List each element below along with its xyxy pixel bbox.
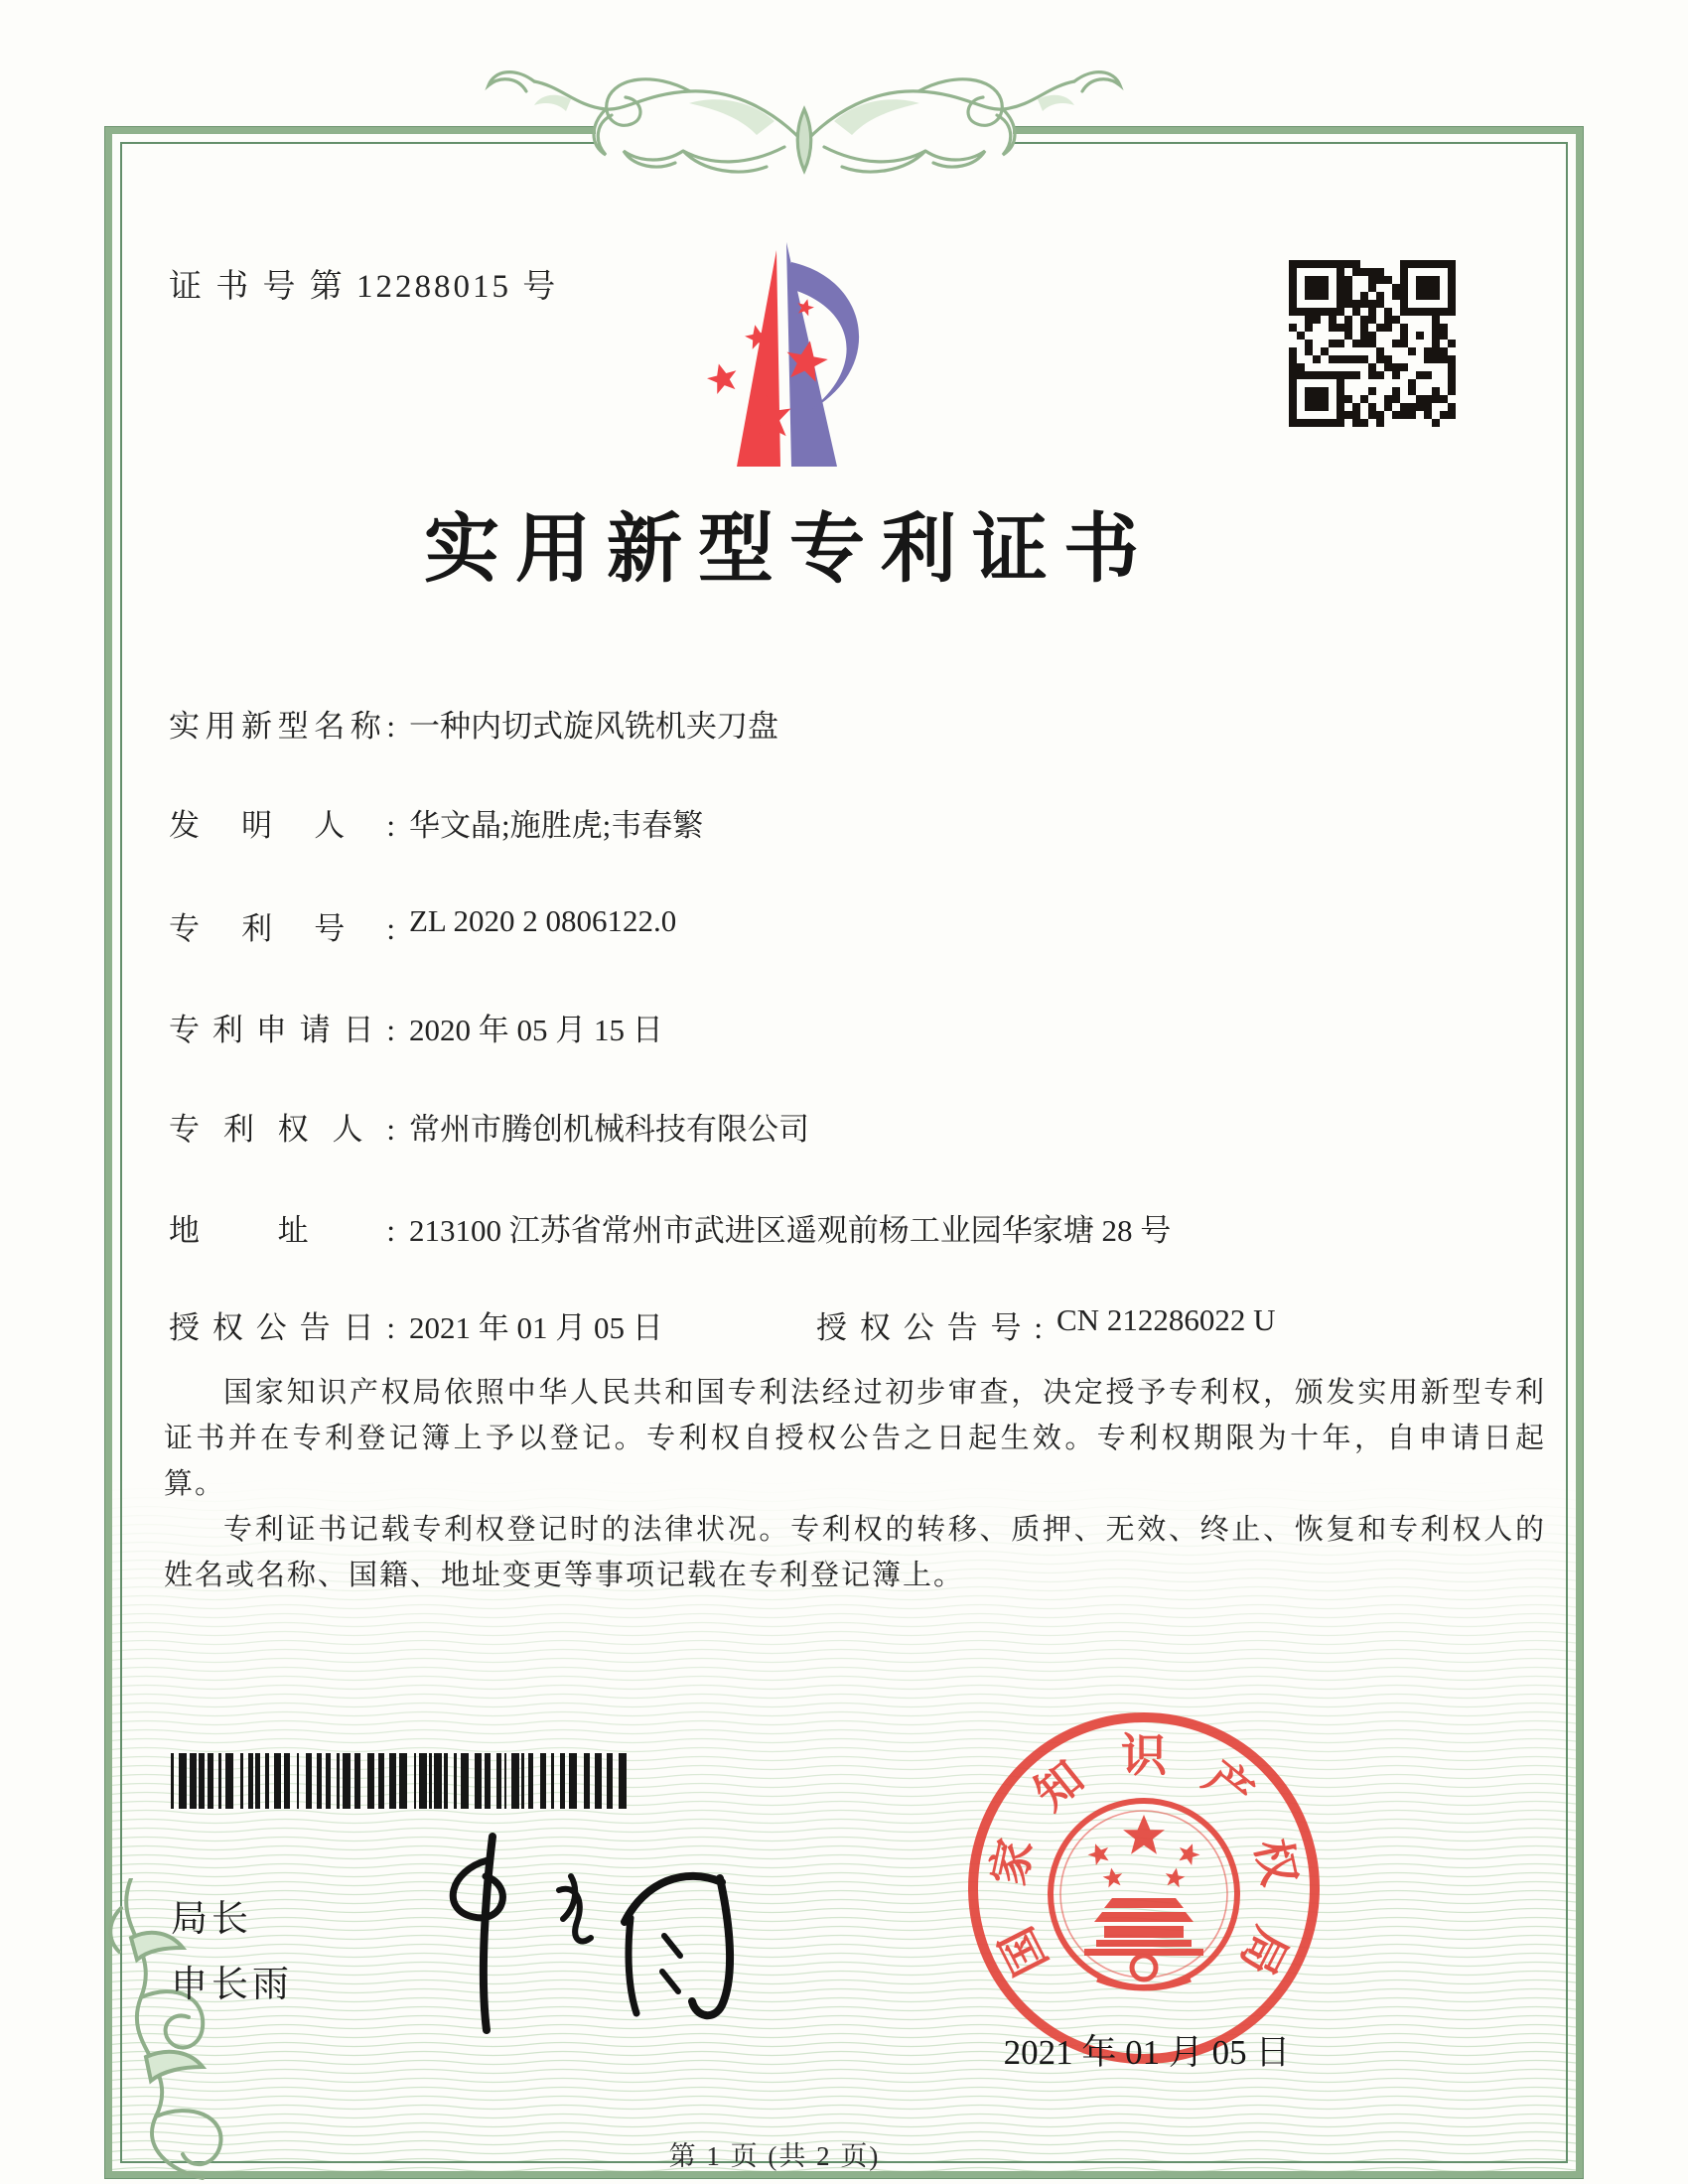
seal-date: 2021 年 01 月 05 日 [1003,2033,1291,2072]
barcode-bar [190,1753,197,1809]
barcode-bar [414,1753,416,1809]
svg-text:产: 产 [1195,1751,1263,1820]
page-number: 第 1 页 (共 2 页) [668,2141,881,2171]
field-value: 213100 江苏省常州市武进区遥观前杨工业园华家塘 28 号 [409,1213,1172,1248]
barcode [171,1753,641,1809]
field-row-inventors [169,800,1460,845]
svg-text:知: 知 [1025,1751,1093,1820]
field-row-utility-model-name [169,701,1460,746]
barcode-bar [317,1753,322,1809]
legal-paragraph: 专利证书记载专利权登记时的法律状况。专利权的转移、质押、无效、终止、恢复和专利权人的姓名或名称、国籍、地址变更等事项记载在专利登记簿上。 [164,1514,1546,1591]
barcode-bar [255,1753,260,1809]
barcode-bar [337,1753,340,1809]
barcode-bar [218,1753,221,1809]
field-label: 专利权人: [169,1112,395,1147]
barcode-bar [511,1753,519,1809]
barcode-bar [475,1753,482,1809]
logo-red-wedge [737,250,780,467]
cnipa-logo [611,220,938,474]
field-value: CN 212286022 U [1056,1302,1276,1337]
field-row-grant-date-and-number [169,1302,1460,1347]
handwritten-signature [392,1825,770,2043]
barcode-bar [225,1753,233,1809]
field-row-patentee [169,1104,1460,1149]
barcode-bar [619,1753,627,1809]
barcode-bar [367,1753,374,1809]
barcode-bar [240,1753,243,1809]
certificate-title: 实用新型专利证书 [424,508,1155,592]
barcode-bar [265,1753,269,1809]
qr-code [1289,260,1456,427]
legal-paragraph: 国家知识产权局依照中华人民共和国专利法经过初步审查，决定授予专利权，颁发实用新型专利证书并在专利登记簿上予以登记。专利权自授权公告之日起生效。专利权期限为十年，自申请日起算。 [164,1377,1546,1500]
barcode-bar [199,1753,205,1809]
barcode-bar [504,1753,506,1809]
field-row-address [169,1205,1460,1250]
barcode-bar [179,1753,187,1809]
barcode-bar [399,1753,407,1809]
barcode-bar [248,1753,253,1809]
barcode-bar [419,1753,427,1809]
field-label: 专利号: [169,911,395,946]
barcode-bar [454,1753,457,1809]
field-value: 2020 年 05 月 15 日 [409,1013,663,1047]
barcode-bar [461,1753,469,1809]
svg-text:局: 局 [1230,1919,1297,1983]
svg-text:家: 家 [982,1835,1043,1890]
barcode-bar [485,1753,491,1809]
svg-text:权: 权 [1245,1835,1306,1890]
field-label: 授权公告日: [169,1310,395,1345]
barcode-bar [284,1753,290,1809]
field-value: ZL 2020 2 0806122.0 [409,903,677,938]
field-value: 2021 年 01 月 05 日 [409,1310,663,1345]
svg-text:识: 识 [1121,1730,1167,1781]
barcode-bar [607,1753,613,1809]
field-value: 一种内切式旋风铣机夹刀盘 [409,709,778,744]
barcode-bar [378,1753,384,1809]
barcode-bar [171,1753,174,1809]
director-name-label: 申长雨 [171,1964,293,2004]
legal-text-block [164,1370,1546,1598]
field-value: 华文晶;施胜虎;韦春繁 [409,808,704,843]
barcode-bar [496,1753,501,1809]
barcode-bar [521,1753,524,1809]
barcode-bar [326,1753,331,1809]
field-label: 实用新型名称: [169,709,395,744]
barcode-bar [208,1753,213,1809]
barcode-bar [429,1753,432,1809]
barcode-bar [389,1753,396,1809]
field-row-filing-date [169,1005,1460,1049]
field-label: 地址: [169,1213,395,1248]
barcode-bar [354,1753,360,1809]
director-title-label: 局长 [171,1898,252,1939]
barcode-bar [444,1753,448,1809]
national-emblem [1051,1801,1237,1988]
field-value: 常州市腾创机械科技有限公司 [409,1112,809,1147]
barcode-bar [274,1753,281,1809]
field-label: 发明人: [169,808,395,843]
barcode-bar [434,1753,442,1809]
field-row-patent-number [169,903,1460,948]
barcode-bar [584,1753,590,1809]
field-label: 专利申请日: [169,1013,395,1047]
top-flourish-ornament [467,52,1142,191]
barcode-bar [343,1753,351,1809]
barcode-bar [540,1753,546,1809]
barcode-bar [306,1753,312,1809]
certificate-number: 证 书 号 第 12288015 号 [169,269,559,305]
barcode-bar [297,1753,299,1809]
barcode-bar [595,1753,602,1809]
barcode-bar [569,1753,577,1809]
barcode-bar [528,1753,533,1809]
field-label: 授权公告号: [816,1310,1043,1345]
svg-text:国: 国 [991,1919,1057,1983]
barcode-bar [560,1753,565,1809]
barcode-bar [551,1753,554,1809]
